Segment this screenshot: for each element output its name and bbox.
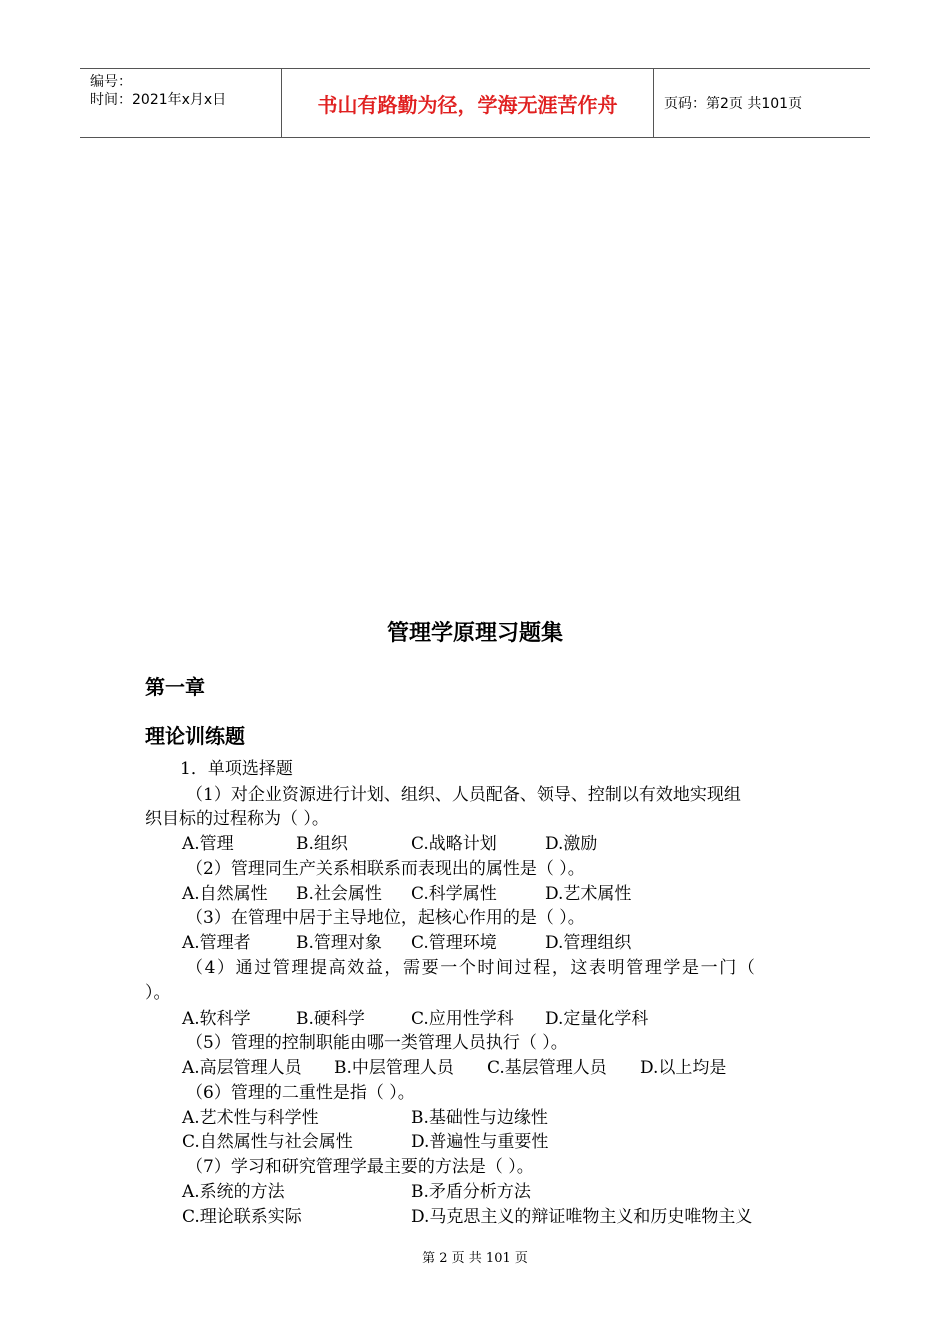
header-motto: 书山有路勤为径，学海无涯苦作舟 [281,69,654,137]
question-2-text: （2）管理同生产关系相联系而表现出的属性是（ ）。 [186,859,585,879]
question-5-option-d: D.以上均是 [640,1058,727,1078]
question-3-option-c: C.管理环境 [411,933,497,953]
header-meta [80,69,281,137]
question-1-option-d: D.激励 [545,834,598,854]
question-7-option-a: A.系统的方法 [182,1182,285,1202]
question-4-option-b: B.硬科学 [296,1009,365,1029]
number-label: 编号： [90,74,132,90]
question-1-text: （1）对企业资源进行计划、组织、人员配备、领导、控制以有效地实现组 [186,785,741,805]
question-1-option-b: B.组织 [296,834,348,854]
header-page-label: 页码：第2页 共101页 [664,96,803,112]
question-1-option-a: A.管理 [182,834,234,854]
question-6-option-b: B.基础性与边缘性 [411,1108,548,1128]
question-5-option-c: C.基层管理人员 [487,1058,607,1078]
question-3-option-d: D.管理组织 [545,933,632,953]
question-2-option-a: A.自然属性 [182,884,268,904]
question-1-option-c: C.战略计划 [411,834,497,854]
question-5-option-a: A.高层管理人员 [182,1058,302,1078]
question-3-text: （3）在管理中居于主导地位，起核心作用的是（ ）。 [186,908,585,928]
question-7-text: （7）学习和研究管理学最主要的方法是（ ）。 [186,1157,534,1177]
question-2-option-d: D.艺术属性 [545,884,632,904]
question-6-option-a: A.艺术性与科学性 [182,1108,319,1128]
document-title: 管理学原理习题集 [386,621,563,646]
question-5-option-b: B.中层管理人员 [334,1058,454,1078]
section-heading: 理论训练题 [145,724,245,748]
question-4-text-cont: ）。 [145,983,171,1003]
question-4-option-c: C.应用性学科 [411,1009,514,1029]
part-heading: 1．单项选择题 [180,759,293,779]
page-footer: 第 2 页 共 101 页 [422,1251,528,1266]
question-7-option-d: D.马克思主义的辩证唯物主义和历史唯物主义 [411,1207,753,1227]
question-6-option-d: D.普遍性与重要性 [411,1132,549,1152]
question-4-option-a: A.软科学 [182,1009,251,1029]
question-2-option-b: B.社会属性 [296,884,382,904]
question-1-text-cont: 织目标的过程称为（ ）。 [145,809,329,829]
question-2-option-c: C.科学属性 [411,884,497,904]
question-6-text: （6）管理的二重性是指（ ）。 [186,1083,415,1103]
question-3-option-a: A.管理者 [182,933,251,953]
question-4-text: （4）通过管理提高效益，需要一个时间过程，这表明管理学是一门（ [186,958,757,978]
question-7-option-c: C.理论联系实际 [182,1207,302,1227]
document-header [80,68,870,138]
question-5-text: （5）管理的控制职能由哪一类管理人员执行（ ）。 [186,1033,568,1053]
question-6-option-c: C.自然属性与社会属性 [182,1132,353,1152]
question-7-option-b: B.矛盾分析方法 [411,1182,531,1202]
question-3-option-b: B.管理对象 [296,933,382,953]
question-4-option-d: D.定量化学科 [545,1009,649,1029]
chapter-heading: 第一章 [145,675,205,699]
time-label: 时间：2021年x月x日 [90,92,227,108]
